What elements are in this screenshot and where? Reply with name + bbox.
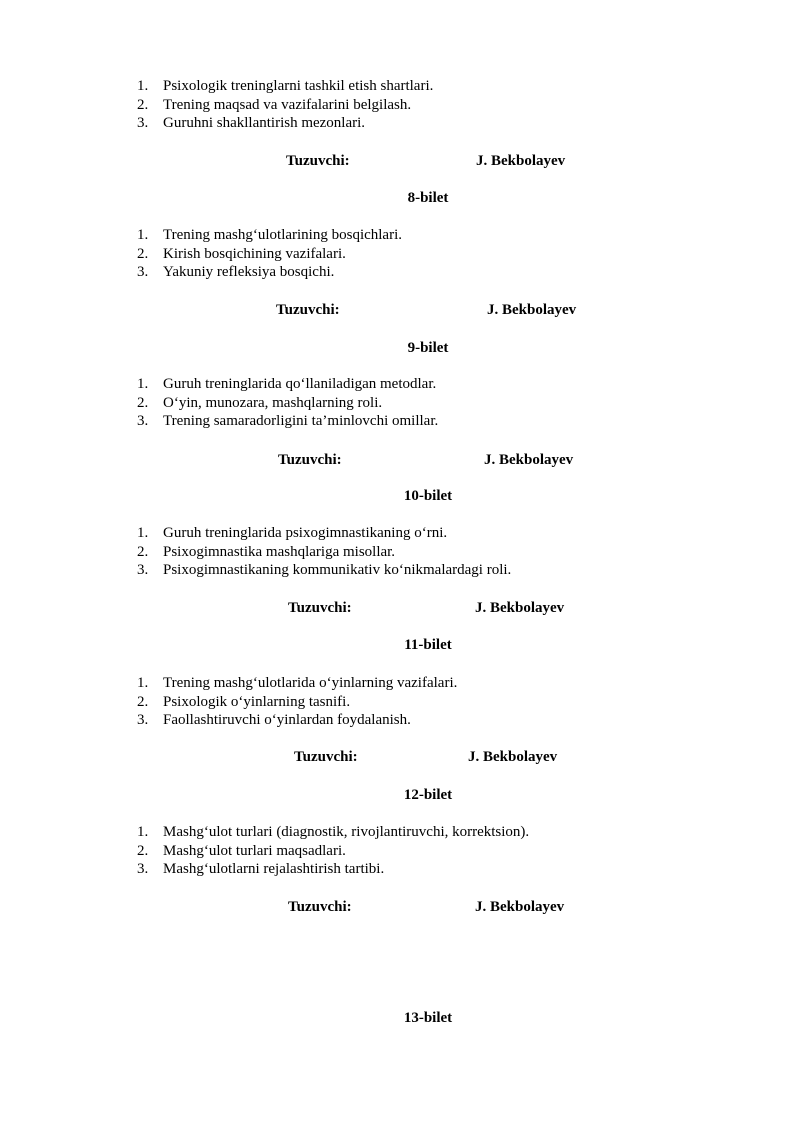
question-text: Guruh treninglarida qo‘llaniladigan metodlar. <box>163 376 437 392</box>
question-text: Psixologik o‘yinlarning tasnifi. <box>163 693 351 710</box>
question-text: Faollashtiruvchi o‘yinlardan foydalanish. <box>163 712 411 729</box>
question-text: Mashg‘ulotlarni rejalashtirish tartibi. <box>163 861 385 878</box>
compiler-label: Tuzuvchi: <box>288 899 352 915</box>
compiler-name: J. Bekbolayev <box>487 302 577 318</box>
question-text: Psixologik treninglarni tashkil etish shartlari. <box>163 78 434 94</box>
question-text: Psixogimnastika mashqlariga misollar. <box>163 543 396 560</box>
question-text: Yakuniy refleksiya bosqichi. <box>163 264 335 281</box>
question-text: Mashg‘ulot turlari (diagnostik, rivojlantiruvchi, korrektsion). <box>163 824 530 840</box>
compiler-label: Tuzuvchi: <box>278 452 342 468</box>
question-text: Trening maqsad va vazifalarini belgilash. <box>163 96 412 113</box>
ticket-heading: 12-bilet <box>403 787 453 803</box>
question-text: Guruh treninglarida psixogimnastikaning o‘rni. <box>163 525 448 541</box>
ticket-heading: 8-bilet <box>407 190 449 206</box>
ticket-heading: 13-bilet <box>403 1010 453 1026</box>
ticket-heading: 10-bilet <box>403 488 453 504</box>
compiler-name: J. Bekbolayev <box>484 452 574 468</box>
compiler-name: J. Bekbolayev <box>475 600 565 616</box>
compiler-label: Tuzuvchi: <box>286 153 350 169</box>
question-text: Trening samaradorligini ta’minlovchi omillar. <box>163 413 439 430</box>
question-text: Psixogimnastikaning kommunikativ ko‘nikmalardagi roli. <box>163 562 512 579</box>
compiler-name: J. Bekbolayev <box>475 899 565 915</box>
compiler-name: J. Bekbolayev <box>476 153 566 169</box>
compiler-label: Tuzuvchi: <box>276 302 340 318</box>
question-text: Trening mashg‘ulotlarining bosqichlari. <box>163 227 403 243</box>
compiler-name: J. Bekbolayev <box>468 749 558 765</box>
question-text: Mashg‘ulot turlari maqsadlari. <box>163 842 346 859</box>
compiler-label: Tuzuvchi: <box>294 749 358 765</box>
question-text: Kirish bosqichining vazifalari. <box>163 245 346 262</box>
ticket-heading: 11-bilet <box>404 637 452 653</box>
question-text: Guruhni shakllantirish mezonlari. <box>163 115 366 132</box>
compiler-label: Tuzuvchi: <box>288 600 352 616</box>
ticket-heading: 9-bilet <box>407 340 449 356</box>
question-text: O‘yin, munozara, mashqlarning roli. <box>163 394 383 411</box>
question-text: Trening mashg‘ulotlarida o‘yinlarning vazifalari. <box>163 675 458 691</box>
